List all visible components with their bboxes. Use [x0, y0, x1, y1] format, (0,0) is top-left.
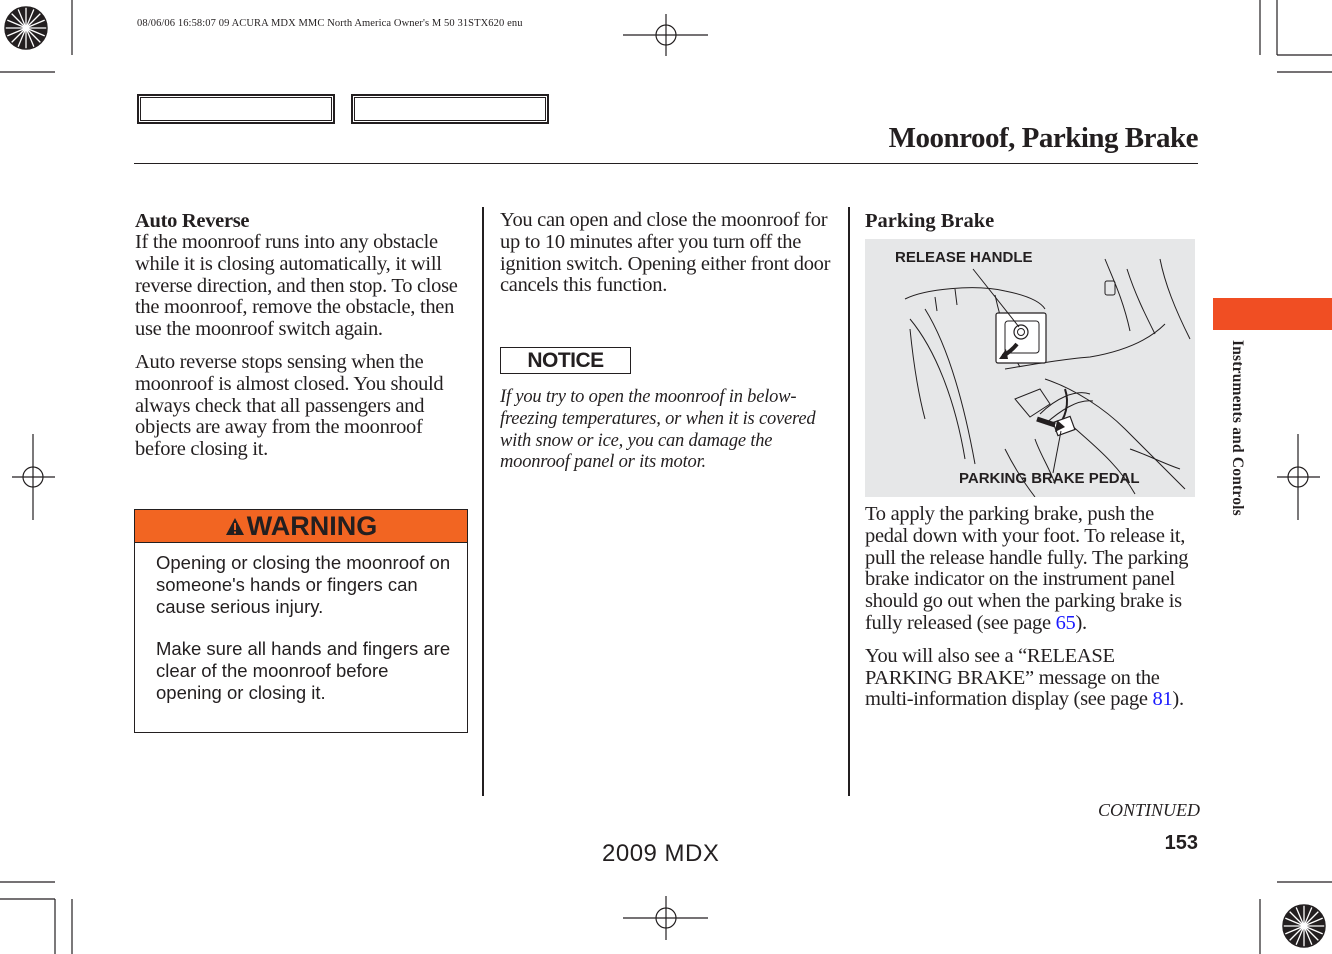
auto-reverse-heading: Auto Reverse	[135, 210, 250, 232]
registration-starburst-bottom-right	[1283, 905, 1325, 947]
left-column	[135, 210, 470, 472]
parking-brake-paragraph-1: To apply the parking brake, push the pedal down with your foot. To release it, pull the release handle fully. The parking brake indicator on the instrument panel should go out when the parking brake is fully released (see page 65).	[865, 503, 1189, 634]
column-divider-1	[482, 207, 484, 796]
parking-brake-paragraph-2: You will also see a “RELEASE PARKING BRAKE” message on the multi-information display (see page 81).	[865, 644, 1184, 711]
page-title: Moonroof, Parking Brake	[888, 122, 1198, 154]
warning-box	[134, 509, 468, 733]
warning-paragraph-2: Make sure all hands and fingers are clear of the moonroof before opening or closing it.	[156, 638, 451, 703]
warning-paragraph-1: Opening or closing the moonroof on someone's hands or fingers can cause serious injury.	[156, 552, 451, 617]
warning-body	[135, 543, 467, 704]
registration-target-right	[1277, 434, 1320, 520]
registration-target-top	[623, 14, 708, 56]
column-divider-2	[848, 207, 850, 796]
page-number: 153	[1164, 832, 1198, 854]
title-rule	[134, 163, 1198, 164]
auto-reverse-paragraph-1: If the moonroof runs into any obstacle while it is closing automatically, it will reverse direction, and then stop. To close the moonroof, remove the obstacle, then use the moonroof switch again.	[135, 231, 458, 341]
nav-button-index[interactable]	[351, 94, 549, 124]
parking-brake-pedal-drawing	[1037, 389, 1075, 436]
release-handle-drawing	[996, 313, 1046, 363]
registration-target-left	[12, 434, 55, 520]
release-handle-label: RELEASE HANDLE	[895, 249, 1033, 266]
notice-text: If you try to open the moonroof in below-freezing temperatures, or when it is covered with snow or ice, you can damage the moonroof panel or its motor.	[500, 387, 816, 473]
print-metadata: 08/06/06 16:58:07 09 ACURA MDX MMC North America Owner's M 50 31STX620 enu	[137, 18, 523, 29]
ignition-paragraph: You can open and close the moonroof for up to 10 minutes after you turn off the ignition switch. Opening either front door cancels this function.	[500, 209, 831, 297]
nav-button-main-menu[interactable]	[137, 94, 335, 124]
middle-column	[500, 210, 835, 308]
section-tab-label: Instruments and Controls	[1229, 340, 1246, 516]
registration-starburst-top-left	[5, 7, 47, 49]
warning-header	[135, 510, 467, 543]
continued-label: CONTINUED	[1097, 800, 1200, 820]
parking-brake-heading: Parking Brake	[865, 210, 995, 232]
right-column-text	[865, 504, 1198, 722]
parking-brake-figure	[865, 239, 1195, 497]
model-label: 2009 MDX	[602, 840, 720, 867]
notice-label: NOTICE	[500, 347, 631, 374]
parking-brake-pedal-label: PARKING BRAKE PEDAL	[959, 470, 1140, 487]
parking-brake-illustration	[865, 239, 1195, 497]
page-link-81[interactable]: 81	[1152, 688, 1173, 711]
registration-target-bottom	[623, 896, 708, 940]
section-tab-marker[interactable]	[1213, 298, 1332, 330]
warning-triangle-icon	[225, 517, 245, 536]
warning-label: WARNING	[246, 511, 378, 541]
page-link-65[interactable]: 65	[1055, 611, 1076, 634]
auto-reverse-paragraph-2: Auto reverse stops sensing when the moonroof is almost closed. You should always check that all passengers and objects are away from the moonroof before closing it.	[135, 350, 444, 461]
